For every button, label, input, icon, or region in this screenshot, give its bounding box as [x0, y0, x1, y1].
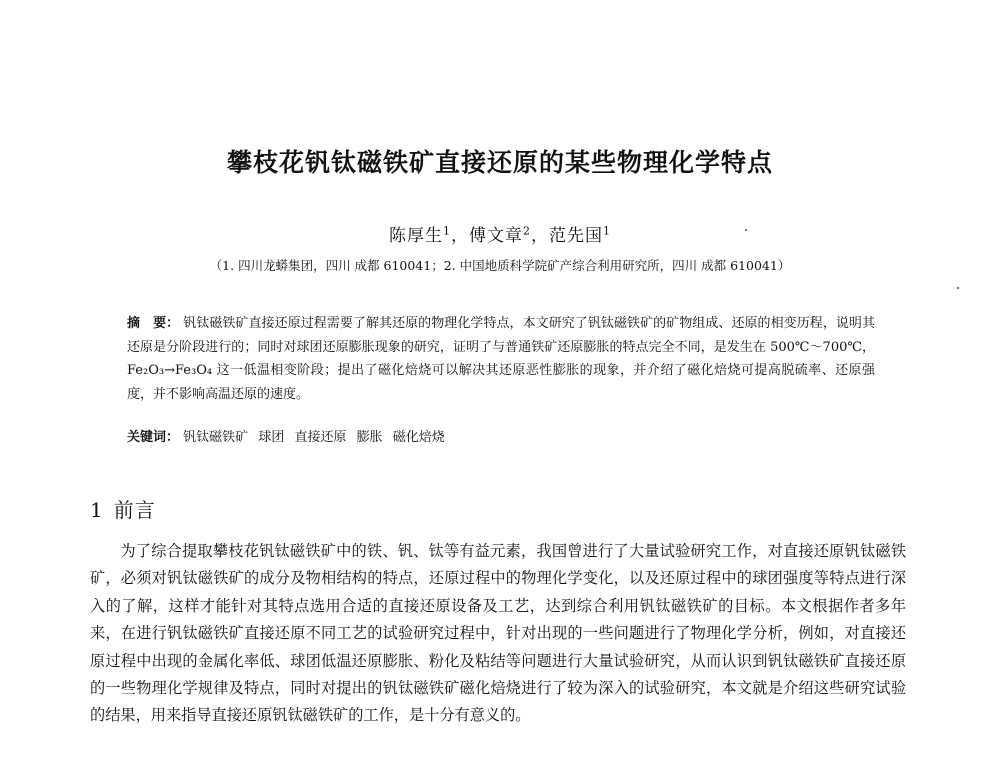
abstract-text: 钒钛磁铁矿直接还原过程需要了解其还原的物理化学特点，本文研究了钒钛磁铁矿的矿物组成、还原的相变历程，说明其还原是分阶段进行的；同时对球团还原膨胀现象的研究，证明了与普通铁矿还原膨胀的特点完全不同，是发生在 500℃～700℃，Fe₂O₃→Fe₃O₄ 这一低温相变阶段；提出了磁化焙烧可以解决其还原恶性膨胀的现象，并介绍了磁化焙烧可提高脱硫率、还原强度，并不影响高温还原的速度。 [127, 316, 875, 402]
section-number: 1 [90, 498, 104, 522]
keywords-label: 关键词： [127, 430, 180, 445]
author-separator: ， [451, 226, 469, 246]
keyword: 磁化焙烧 [392, 430, 445, 445]
section-title: 前言 [113, 498, 156, 522]
author-affiliation-mark: 1 [603, 224, 611, 238]
keyword: 膨胀 [356, 430, 383, 445]
author-separator: ， [531, 226, 549, 246]
abstract-label: 摘 要： [127, 316, 180, 331]
affiliations: （1. 四川龙蟒集团，四川 成都 610041；2. 中国地质科学院矿产综合利用研究所，四川 成都 610041） [209, 258, 791, 273]
paper-title: 攀枝花钒钛磁铁矿直接还原的某些物理化学特点 [226, 148, 773, 177]
author-affiliation-mark: 1 [443, 224, 451, 238]
keyword: 钒钛磁铁矿 [183, 430, 249, 445]
keywords [127, 426, 875, 450]
keyword: 直接还原 [294, 430, 347, 445]
author-name: 傅文章 [469, 226, 523, 246]
author-name: 范先国 [549, 226, 603, 246]
author-name: 陈厚生 [389, 226, 443, 246]
scan-speck [745, 229, 747, 231]
abstract [127, 312, 875, 406]
author-list [0, 224, 1000, 248]
author-affiliation-mark: 2 [523, 224, 531, 238]
keyword: 球团 [258, 430, 285, 445]
scan-speck [957, 287, 959, 289]
body-paragraph: 为了综合提取攀枝花钒钛磁铁矿中的铁、钒、钛等有益元素，我国曾进行了大量试验研究工作，对直接还原钒钛磁铁矿，必须对钒钛磁铁矿的成分及物相结构的特点，还原过程中的物理化学变化，以及还原过程中的球团强度等特点进行深入的了解，这样才能针对其特点选用合适的直接还原设备及工艺，达到综合利用钒钛磁铁矿的目标。本文根据作者多年来，在进行钒钛磁铁矿直接还原不同工艺的试验研究过程中，针对出现的一些问题进行了物理化学分析，例如，对直接还原过程中出现的金属化率低、球团低温还原膨胀、粉化及粘结等问题进行大量试验研究，从而认识到钒钛磁铁矿直接还原的一些物理化学规律及特点，同时对提出的钒钛磁铁矿磁化焙烧进行了较为深入的试验研究，本文就是介绍这些研究试验的结果，用来指导直接还原钒钛磁铁矿的工作，是十分有意义的。 [90, 542, 906, 725]
section-heading [90, 495, 156, 525]
